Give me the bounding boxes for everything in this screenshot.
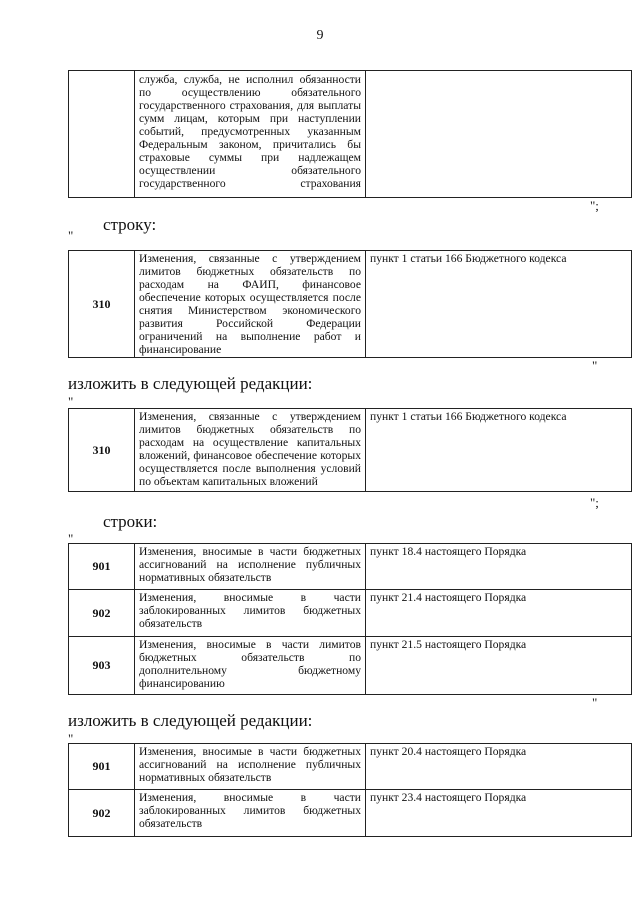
table-rows-90x-old — [68, 543, 632, 695]
close-quote-mark: "; — [590, 198, 599, 213]
row-basis — [366, 71, 632, 198]
page-number: 9 — [316, 28, 324, 43]
row-description: Изменения, связанные с утверждением лимитов бюджетных обязательств по расходам на осуществление капитальных вложений, финансовое обеспечение которых осуществляется после выполнения условий по объектам капитальных вложений — [135, 409, 366, 492]
open-quote-mark: " — [68, 394, 74, 409]
table-row — [69, 637, 632, 695]
row-code: 902 — [69, 590, 135, 637]
table-row — [69, 251, 632, 358]
close-quote-mark: "; — [590, 495, 599, 510]
table-row — [69, 790, 632, 837]
close-quote-mark: " — [592, 695, 598, 710]
open-quote-mark: " — [68, 731, 74, 746]
row-code: 901 — [69, 544, 135, 590]
row-basis: пункт 1 статьи 166 Бюджетного кодекса — [366, 251, 632, 358]
row-description: Изменения, вносимые в части бюджетных ассигнований на исполнение публичных нормативных обязательств — [135, 544, 366, 590]
row-code: 901 — [69, 744, 135, 790]
row-basis: пункт 18.4 настоящего Порядка — [366, 544, 632, 590]
intro-rows-old-310: строку: — [103, 215, 157, 234]
row-description: служба, служба, не исполнил обязанности по осуществлению обязательного государственного страхования, для выплаты сумм лицам, которым при наступлении событий, предусмотренных указанным Федеральным законом, причитались бы страховые суммы при надлежащем осуществлении обязательного государственного страхования — [135, 71, 366, 198]
intro-rows-old-90x: строки: — [103, 512, 158, 531]
row-basis: пункт 21.4 настоящего Порядка — [366, 590, 632, 637]
row-description: Изменения, вносимые в части заблокированных лимитов бюджетных обязательств — [135, 790, 366, 837]
table-row — [69, 409, 632, 492]
row-basis: пункт 1 статьи 166 Бюджетного кодекса — [366, 409, 632, 492]
row-description: Изменения, вносимые в части бюджетных ассигнований на исполнение публичных нормативных обязательств — [135, 744, 366, 790]
open-quote-mark: " — [68, 531, 74, 546]
intro-new-edition-310: изложить в следующей редакции: — [68, 374, 313, 393]
row-code: 310 — [69, 409, 135, 492]
table-row-310-new — [68, 408, 632, 492]
table-row — [69, 744, 632, 790]
row-description: Изменения, вносимые в части заблокированных лимитов бюджетных обязательств — [135, 590, 366, 637]
row-basis: пункт 23.4 настоящего Порядка — [366, 790, 632, 837]
table-row — [69, 590, 632, 637]
row-code: 310 — [69, 251, 135, 358]
close-quote-mark: " — [592, 358, 598, 373]
row-description: Изменения, вносимые в части лимитов бюджетных обязательств по дополнительному бюджетному финансированию — [135, 637, 366, 695]
intro-new-edition-90x: изложить в следующей редакции: — [68, 711, 313, 730]
row-code — [69, 71, 135, 198]
row-basis: пункт 21.5 настоящего Порядка — [366, 637, 632, 695]
table-row-310-old — [68, 250, 632, 358]
row-description: Изменения, связанные с утверждением лимитов бюджетных обязательств по расходам на ФАИП, финансовое обеспечение которых осуществляется после снятия Министерством экономического развития Российской Федерации ограничений на выполнение работ и финансирование — [135, 251, 366, 358]
table-row — [69, 544, 632, 590]
row-code: 903 — [69, 637, 135, 695]
table-continuation — [68, 70, 632, 198]
row-basis: пункт 20.4 настоящего Порядка — [366, 744, 632, 790]
table-rows-90x-new — [68, 743, 632, 837]
table-row — [69, 71, 632, 198]
open-quote-mark: " — [68, 228, 74, 243]
row-code: 902 — [69, 790, 135, 837]
